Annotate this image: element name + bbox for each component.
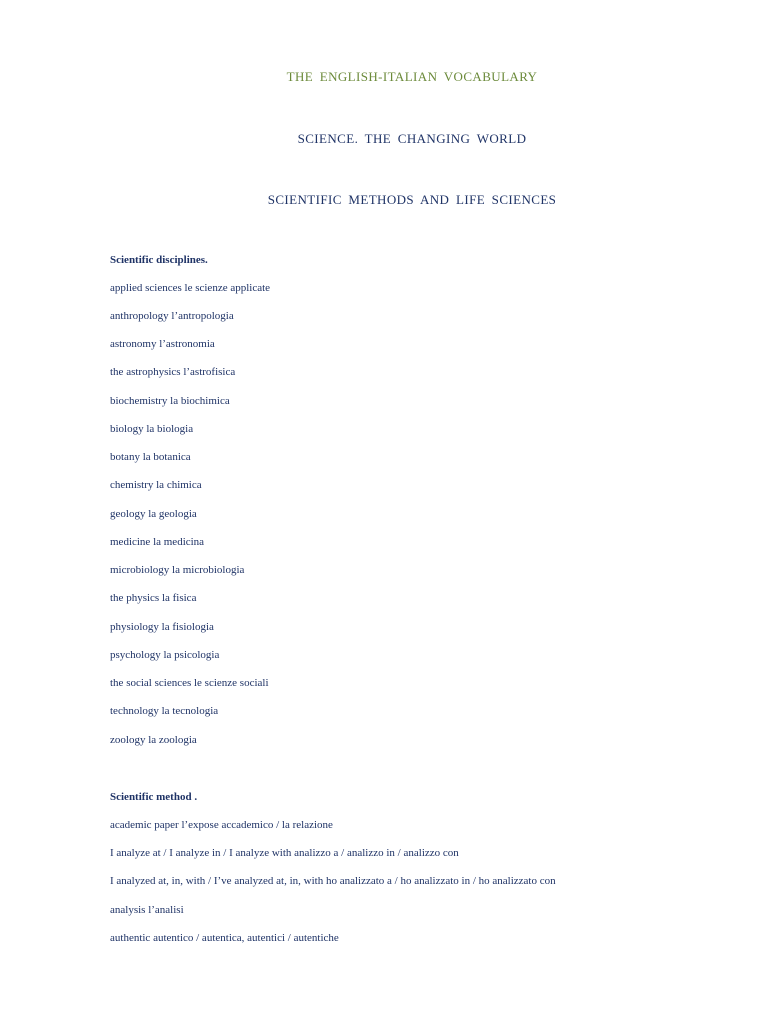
vocab-entry: analysis l’analisi	[110, 904, 184, 916]
document-title: THE ENGLISH-ITALIAN VOCABULARY	[286, 69, 538, 84]
vocab-entry: biology la biologia	[110, 423, 194, 435]
vocab-entry: I analyzed at, in, with / I’ve analyzed at, in, with ho analizzato a / ho analizzato in / ho analizzato con	[110, 875, 556, 887]
vocab-entry: microbiology la microbiologia	[110, 564, 245, 576]
method-heading: Scientific method .	[110, 791, 198, 803]
vocab-entry: chemistry la chimica	[110, 479, 202, 491]
vocab-entry: geology la geologia	[110, 508, 197, 520]
vocab-entry: academic paper l’expose accademico / la relazione	[110, 819, 333, 831]
disciplines-heading: Scientific disciplines.	[110, 254, 208, 266]
vocab-entry: botany la botanica	[110, 451, 191, 463]
vocab-entry: technology la tecnologia	[110, 705, 219, 717]
vocab-entry: zoology la zoologia	[110, 734, 197, 746]
vocab-entry: authentic autentico / autentica, autentici / autentiche	[110, 932, 339, 944]
vocab-entry: astronomy l’astronomia	[110, 338, 215, 350]
vocab-entry: medicine la medicina	[110, 536, 205, 548]
vocab-entry: physiology la fisiologia	[110, 621, 214, 633]
chapter-title: SCIENCE. THE CHANGING WORLD	[297, 131, 527, 146]
vocab-entry: the physics la fisica	[110, 592, 197, 604]
vocab-entry: biochemistry la biochimica	[110, 395, 230, 407]
vocab-entry: anthropology l’antropologia	[110, 310, 234, 322]
section-title: SCIENTIFIC METHODS AND LIFE SCIENCES	[267, 192, 557, 207]
vocab-entry: I analyze at / I analyze in / I analyze with analizzo a / analizzo in / analizzo con	[110, 847, 459, 859]
vocab-entry: psychology la psicologia	[110, 649, 220, 661]
vocab-entry: the astrophysics l’astrofisica	[110, 366, 236, 378]
vocab-entry: the social sciences le scienze sociali	[110, 677, 269, 689]
vocab-entry: applied sciences le scienze applicate	[110, 282, 271, 294]
